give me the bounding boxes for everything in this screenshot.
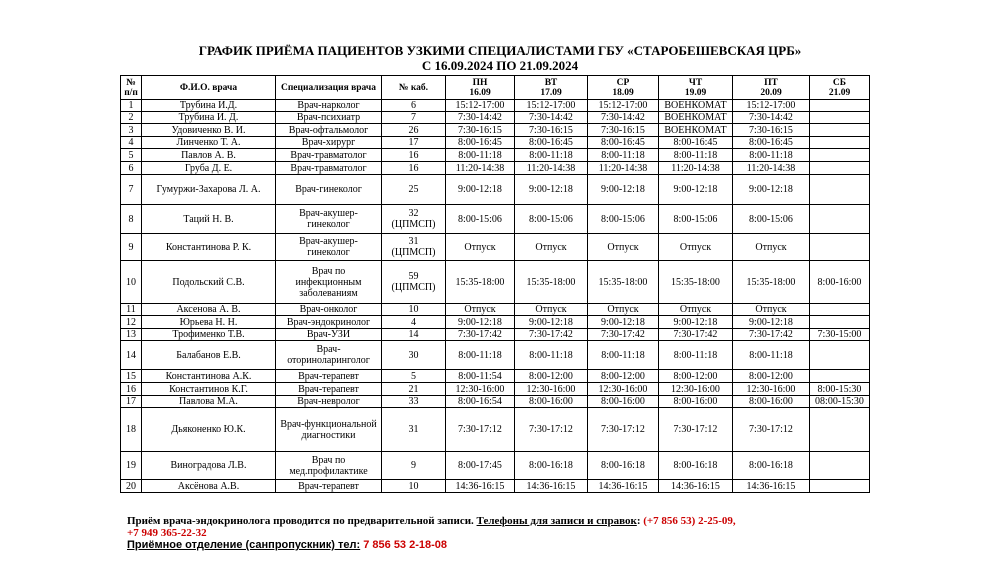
cabinet-value: 17 [408,137,419,148]
cabinet-number [382,162,446,175]
day-hours: 8:00-15:06 [515,205,588,234]
table-row [121,234,870,261]
day-hours [810,112,870,124]
doctor-name: Таций Н. В. [142,205,276,234]
cabinet-number [382,112,446,124]
day-hours: 7:30-14:42 [588,112,659,124]
specialization: Врач-хирург [276,137,382,149]
footer-note [127,515,867,539]
cabinet-value: 21 [408,383,419,395]
day-hours [810,408,870,452]
doctor-name: Аксенова А. В. [142,304,276,316]
day-hours: 8:00-16:00 [515,396,588,408]
day-hours: 15:35-18:00 [588,261,659,304]
day-hours: 8:00-16:45 [659,137,733,149]
day-hours: 9:00-12:18 [733,316,810,329]
day-hours: 9:00-12:18 [515,316,588,329]
doctor-name: Константинова Р. К. [142,234,276,261]
cabinet-number [382,205,446,234]
day-hours: 15:12-17:00 [588,100,659,112]
cabinet-value: 10 [408,480,419,492]
cabinet-number [382,370,446,383]
day-hours: 8:00-16:45 [515,137,588,149]
day-hours: 8:00-16:18 [588,452,659,480]
row-number: 13 [121,329,142,341]
day-hours: Отпуск [659,304,733,316]
day-hours: 8:00-15:06 [733,205,810,234]
day-hours: 12:30-16:00 [588,383,659,396]
cabinet-number [382,452,446,480]
header-day: ПН 16.09 [446,76,515,100]
day-hours: 12:30-16:00 [515,383,588,396]
day-hours: Отпуск [515,234,588,261]
doctor-name: Подольский С.В. [142,261,276,304]
day-hours: 08:00-15:30 [810,396,870,408]
day-hours: 14:36-16:15 [446,480,515,493]
day-hours [810,175,870,205]
day-hours: 7:30-17:42 [659,329,733,341]
row-number: 14 [121,341,142,370]
doctor-name: Трубина И.Д. [142,100,276,112]
day-hours: Отпуск [733,234,810,261]
header-day: ЧТ 19.09 [659,76,733,100]
table-row [121,480,870,493]
cabinet-value: 4 [411,316,416,328]
day-hours: 8:00-15:06 [588,205,659,234]
doctor-name: Трофименко Т.В. [142,329,276,341]
day-hours: 8:00-16:45 [588,137,659,149]
cabinet-value: 26 [408,124,419,136]
day-hours: 14:36-16:15 [733,480,810,493]
doctor-name: Константинова А.К. [142,370,276,383]
specialization: Врач-терапевт [276,383,382,396]
day-hours: 8:00-11:18 [659,341,733,370]
day-hours: 8:00-11:18 [515,341,588,370]
specialization: Врач-акушер-гинеколог [276,234,382,261]
specialization: Врач-психиатр [276,112,382,124]
day-hours: 15:12-17:00 [515,100,588,112]
table-row [121,162,870,175]
day-hours: ВОЕНКОМАТ [659,112,733,124]
day-hours: 9:00-12:18 [446,316,515,329]
footer-endocrinologist-note: Приём врача-эндокринолога проводится по предварительной записи. [127,515,474,527]
cabinet-number [382,149,446,162]
day-hours: 8:00-11:18 [659,149,733,162]
day-hours: 15:12-17:00 [446,100,515,112]
table-row [121,261,870,304]
cabinet-number [382,175,446,205]
cabinet-number [382,100,446,112]
row-number: 10 [121,261,142,304]
day-hours [810,205,870,234]
day-hours: 15:35-18:00 [515,261,588,304]
day-hours: 8:00-11:18 [733,149,810,162]
doctor-name: Линченко Т. А. [142,137,276,149]
day-hours: Отпуск [446,234,515,261]
day-hours: 9:00-12:18 [659,316,733,329]
row-number: 17 [121,396,142,408]
cabinet-number [382,316,446,329]
day-hours: 11:20-14:38 [515,162,588,175]
day-hours: 9:00-12:18 [659,175,733,205]
cabinet-value: 7 [411,112,416,123]
day-hours: 8:00-16:00 [588,396,659,408]
day-hours: 8:00-15:30 [810,383,870,396]
doctor-name: Удовиченко В. И. [142,124,276,137]
cabinet-value: 31 [408,236,419,247]
cabinet-number [382,396,446,408]
day-hours: Отпуск [446,304,515,316]
row-number: 6 [121,162,142,175]
day-hours [810,124,870,137]
doctor-name: Гумуржи-Захарова Л. А. [142,175,276,205]
footer-colon: : [636,515,641,527]
day-hours [810,341,870,370]
table-row [121,137,870,149]
table-row [121,205,870,234]
day-hours: 7:30-17:42 [446,329,515,341]
day-hours: 8:00-16:18 [733,452,810,480]
cabinet-value: 16 [408,162,419,174]
doctor-name: Павлов А. В. [142,149,276,162]
reception-phone: 7 856 53 2-18-08 [363,539,448,551]
day-hours [810,316,870,329]
header-day: СБ 21.09 [810,76,870,100]
date-range: С 16.09.2024 ПО 21.09.2024 [421,58,579,73]
footer-phone-1: (+7 856 53) 2-25-09, [643,515,736,527]
day-hours: 8:00-12:00 [733,370,810,383]
day-hours: 8:00-11:18 [446,149,515,162]
specialization: Врач-офтальмолог [276,124,382,137]
row-number: 9 [121,234,142,261]
table-row [121,316,870,329]
row-number: 18 [121,408,142,452]
row-number: 12 [121,316,142,329]
row-number: 8 [121,205,142,234]
specialization: Врач-эндокринолог [276,316,382,329]
day-hours [810,452,870,480]
cabinet-value: 5 [411,370,416,382]
day-hours: 9:00-12:18 [733,175,810,205]
footer-phone-2: +7 949 365-22-32 [127,527,207,539]
table-row [121,304,870,316]
table-row [121,396,870,408]
day-hours [810,370,870,383]
day-hours: 14:36-16:15 [659,480,733,493]
row-number: 4 [121,137,142,149]
table-row [121,383,870,396]
doctor-name: Трубина И. Д. [142,112,276,124]
day-hours: 15:35-18:00 [733,261,810,304]
row-number: 7 [121,175,142,205]
cabinet-building: (ЦПМСП) [391,219,436,230]
cabinet-number [382,480,446,493]
cabinet-value: 14 [408,329,419,340]
day-hours: 7:30-17:12 [446,408,515,452]
day-hours: 8:00-16:45 [446,137,515,149]
day-hours: 7:30-17:12 [588,408,659,452]
day-hours [810,100,870,112]
day-hours: 7:30-16:15 [588,124,659,137]
table-row [121,408,870,452]
cabinet-building: (ЦПМСП) [391,282,436,293]
cabinet-value: 32 [408,208,419,219]
table-row [121,149,870,162]
header-name: Ф.И.О. врача [142,76,276,100]
day-hours: 8:00-15:06 [659,205,733,234]
day-hours: 11:20-14:38 [446,162,515,175]
header-day: СР 18.09 [588,76,659,100]
cabinet-value: 33 [408,396,419,407]
cabinet-value: 25 [408,184,419,195]
footer-phones-label: Телефоны для записи и справок [476,515,637,527]
cabinet-building: (ЦПМСП) [391,247,436,258]
specialization: Врач-УЗИ [276,329,382,341]
cabinet-value: 6 [411,100,416,111]
day-hours [810,480,870,493]
day-hours: 8:00-12:00 [588,370,659,383]
cabinet-number [382,137,446,149]
day-hours: 7:30-17:12 [515,408,588,452]
table-row [121,370,870,383]
specialization: Врач-функциональной диагностики [276,408,382,452]
table-row [121,341,870,370]
cabinet-value: 9 [411,460,416,471]
doctor-name: Груба Д. Е. [142,162,276,175]
day-hours [810,149,870,162]
row-number: 19 [121,452,142,480]
specialization: Врач по инфекционным заболеваниям [276,261,382,304]
day-hours: 7:30-17:12 [733,408,810,452]
day-hours: 7:30-14:42 [733,112,810,124]
day-hours: 11:20-14:38 [659,162,733,175]
day-hours: 15:35-18:00 [659,261,733,304]
day-hours: Отпуск [733,304,810,316]
header-number: № п/п [121,76,142,100]
cabinet-number [382,341,446,370]
day-hours [810,162,870,175]
day-hours: 7:30-17:42 [588,329,659,341]
day-hours: ВОЕНКОМАТ [659,100,733,112]
cabinet-value: 59 [408,271,419,282]
cabinet-number [382,261,446,304]
day-hours: ВОЕНКОМАТ [659,124,733,137]
doctor-name: Балабанов Е.В. [142,341,276,370]
day-hours: 8:00-12:00 [659,370,733,383]
specialization: Врач-травматолог [276,162,382,175]
header-row [121,76,870,100]
row-number: 15 [121,370,142,383]
day-hours: Отпуск [588,304,659,316]
day-hours: 14:36-16:15 [588,480,659,493]
row-number: 16 [121,383,142,396]
table-row [121,452,870,480]
specialization: Врач-оториноларинголог [276,341,382,370]
specialization: Врач-травматолог [276,149,382,162]
day-hours: 7:30-16:15 [733,124,810,137]
doctor-name: Павлова М.А. [142,396,276,408]
cabinet-value: 31 [408,424,419,435]
day-hours: 9:00-12:18 [588,316,659,329]
cabinet-number [382,124,446,137]
day-hours: Отпуск [588,234,659,261]
cabinet-value: 30 [408,349,419,361]
day-hours: 7:30-17:42 [515,329,588,341]
specialization: Врач по мед.профилактике [276,452,382,480]
doctor-name: Аксёнова А.В. [142,480,276,493]
day-hours: 8:00-16:54 [446,396,515,408]
specialization: Врач-акушер-гинеколог [276,205,382,234]
day-hours: 9:00-12:18 [588,175,659,205]
day-hours: 8:00-11:18 [588,341,659,370]
specialization: Врач-невролог [276,396,382,408]
day-hours: 8:00-16:45 [733,137,810,149]
table-row [121,112,870,124]
row-number: 1 [121,100,142,112]
day-hours: 7:30-17:12 [659,408,733,452]
cabinet-number [382,234,446,261]
day-hours: 7:30-16:15 [515,124,588,137]
doctor-name: Виноградова Л.В. [142,452,276,480]
day-hours: 7:30-15:00 [810,329,870,341]
row-number: 11 [121,304,142,316]
doctor-name: Константинов К.Г. [142,383,276,396]
doctor-name: Дьяконенко Ю.К. [142,408,276,452]
day-hours [810,137,870,149]
header-spec: Специализация врача [276,76,382,100]
day-hours: Отпуск [659,234,733,261]
day-hours [810,304,870,316]
day-hours: 8:00-11:54 [446,370,515,383]
cabinet-number [382,304,446,316]
page-title: ГРАФИК ПРИЁМА ПАЦИЕНТОВ УЗКИМИ СПЕЦИАЛИСТАМИ ГБУ «СТАРОБЕШЕВСКАЯ ЦРБ» [198,43,802,58]
specialization: Врач-терапевт [276,370,382,383]
day-hours: 12:30-16:00 [733,383,810,396]
day-hours: 12:30-16:00 [659,383,733,396]
day-hours: 8:00-17:45 [446,452,515,480]
day-hours: 9:00-12:18 [515,175,588,205]
day-hours: 8:00-16:00 [659,396,733,408]
cabinet-value: 16 [408,149,419,161]
day-hours: 9:00-12:18 [446,175,515,205]
cabinet-number [382,329,446,341]
specialization: Врач-нарколог [276,100,382,112]
day-hours: 8:00-16:18 [659,452,733,480]
reception-label: Приёмное отделение (санпропускник) тел: [127,539,361,551]
specialization: Врач-онколог [276,304,382,316]
doctor-name: Юрьева Н. Н. [142,316,276,329]
row-number: 20 [121,480,142,493]
header-day: ПТ 20.09 [733,76,810,100]
day-hours: 8:00-11:18 [588,149,659,162]
day-hours: 7:30-14:42 [446,112,515,124]
day-hours: 8:00-15:06 [446,205,515,234]
day-hours: 15:12-17:00 [733,100,810,112]
day-hours: 8:00-16:18 [515,452,588,480]
day-hours: 8:00-11:18 [446,341,515,370]
row-number: 5 [121,149,142,162]
cabinet-value: 10 [408,304,419,315]
day-hours: 8:00-12:00 [515,370,588,383]
table-row [121,329,870,341]
day-hours: 11:20-14:38 [733,162,810,175]
header-day: ВТ 17.09 [515,76,588,100]
day-hours: 7:30-14:42 [515,112,588,124]
day-hours: 14:36-16:15 [515,480,588,493]
specialization: Врач-терапевт [276,480,382,493]
table-row [121,175,870,205]
schedule-table [120,75,870,493]
cabinet-number [382,383,446,396]
day-hours: Отпуск [515,304,588,316]
day-hours: 8:00-16:00 [733,396,810,408]
table-row [121,100,870,112]
row-number: 2 [121,112,142,124]
day-hours: 8:00-11:18 [515,149,588,162]
day-hours: 7:30-16:15 [446,124,515,137]
day-hours: 11:20-14:38 [588,162,659,175]
day-hours: 12:30-16:00 [446,383,515,396]
cabinet-number [382,408,446,452]
day-hours [810,234,870,261]
day-hours: 8:00-11:18 [733,341,810,370]
day-hours: 15:35-18:00 [446,261,515,304]
specialization: Врач-гинеколог [276,175,382,205]
footer-reception [127,539,867,551]
header-cab: № каб. [382,76,446,100]
row-number: 3 [121,124,142,137]
day-hours: 8:00-16:00 [810,261,870,304]
day-hours: 7:30-17:42 [733,329,810,341]
table-row [121,124,870,137]
